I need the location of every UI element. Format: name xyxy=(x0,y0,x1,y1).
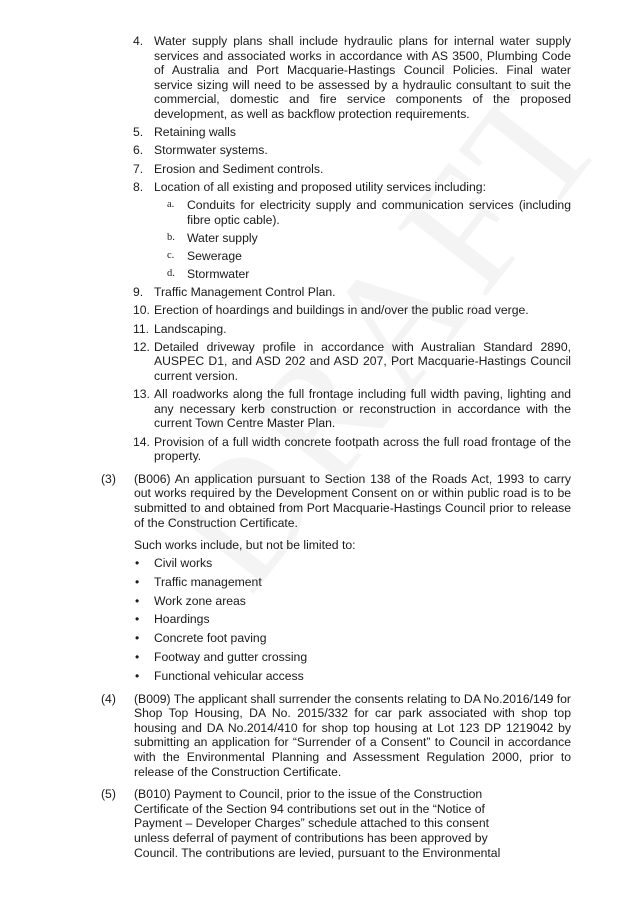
sub-list-item xyxy=(0,231,625,246)
item-number: 12. xyxy=(133,339,150,354)
item-text: Erosion and Sediment controls. xyxy=(154,161,324,176)
item-text: Traffic Management Control Plan. xyxy=(154,285,336,300)
list-item xyxy=(0,162,625,177)
condition-number: (5) xyxy=(101,787,116,802)
condition-text xyxy=(134,787,571,860)
works-intro: Such works include, but not be limited to: xyxy=(134,538,356,553)
condition-4 xyxy=(0,692,625,780)
sub-item-letter: c. xyxy=(167,249,175,261)
item-number: 5. xyxy=(133,125,144,140)
condition-line: (B010) Payment to Council, prior to the issue of the Construction xyxy=(134,787,483,802)
bullet-item xyxy=(0,612,625,627)
condition-line: unless deferral of payment of contributions has been approved by xyxy=(134,831,488,845)
item-number: 4. xyxy=(133,34,144,48)
bullet-icon: • xyxy=(135,593,140,608)
sub-list-item xyxy=(0,249,625,264)
bullet-text: Hoardings xyxy=(154,612,210,627)
list-item xyxy=(0,387,625,431)
sub-list-item xyxy=(0,198,625,227)
works-list xyxy=(0,556,625,684)
condition-line: Certificate of the Section 94 contributions set out in the “Notice of xyxy=(134,801,485,816)
list-item xyxy=(0,143,625,158)
sub-list-item xyxy=(0,267,625,282)
sub-list xyxy=(0,198,625,282)
bullet-text: Footway and gutter crossing xyxy=(154,650,308,665)
bullet-icon: • xyxy=(135,650,140,665)
condition-5 xyxy=(0,787,625,860)
item-number: 6. xyxy=(133,143,144,158)
bullet-text: Concrete foot paving xyxy=(154,631,267,646)
sub-item-text: Stormwater xyxy=(187,267,250,282)
list-item xyxy=(0,322,625,337)
item-text: Landscaping. xyxy=(154,321,227,336)
item-number: 8. xyxy=(133,179,144,194)
item-text: Water supply plans shall include hydraulic plans for internal water supply services and associated works in accordance with AS 3500, Plumbing Code of Australia and Port Macquarie-Hastings Council Policies. Final water service sizing will need to be assessed by a hydraulic consultant to suit the commercial, domestic and fire service components of the proposed development, as well as backflow protection requirements. xyxy=(154,34,571,121)
bullet-item xyxy=(0,575,625,590)
sub-item-letter: a. xyxy=(167,198,175,210)
bullet-icon: • xyxy=(135,555,140,570)
list-item xyxy=(0,285,625,300)
bullet-icon: • xyxy=(135,574,140,589)
list-item xyxy=(0,34,625,122)
sub-item-letter: b. xyxy=(167,231,175,243)
item-number: 9. xyxy=(133,285,144,300)
numbered-list xyxy=(0,34,625,194)
numbered-list-continued xyxy=(0,285,625,464)
bullet-icon: • xyxy=(135,631,140,646)
bullet-icon: • xyxy=(135,612,140,627)
sub-item-text: Sewerage xyxy=(187,248,242,263)
bullet-item xyxy=(0,650,625,665)
item-number: 7. xyxy=(133,161,144,176)
item-text: All roadworks along the full frontage including full width paving, lighting and any necessary kerb construction or reconstruction in accordance with the current Town Centre Master Plan. xyxy=(154,387,571,431)
list-item xyxy=(0,340,625,384)
list-item xyxy=(0,180,625,195)
item-text: Location of all existing and proposed utility services including: xyxy=(154,179,486,194)
condition-line: Council. The contributions are levied, pursuant to the Environmental xyxy=(134,845,501,860)
condition-number: (3) xyxy=(101,471,116,486)
sub-item-letter: d. xyxy=(167,268,175,280)
condition-line: Payment – Developer Charges” schedule attached to this consent xyxy=(134,816,489,831)
item-number: 14. xyxy=(133,434,150,449)
bullet-icon: • xyxy=(135,669,140,684)
sub-item-text: Water supply xyxy=(187,230,258,245)
item-text: Stormwater systems. xyxy=(154,143,268,158)
item-text: Erection of hoardings and buildings in and/over the public road verge. xyxy=(154,303,529,318)
condition-number: (4) xyxy=(101,691,116,706)
bullet-item xyxy=(0,669,625,684)
bullet-text: Work zone areas xyxy=(154,593,246,608)
bullet-item xyxy=(0,631,625,646)
condition-text: (B009) The applicant shall surrender the consents relating to DA No.2016/149 for Shop Top Housing, DA No. 2015/332 for car park associated with shop top housing and DA No.2014/410 for shop top housing at Lot 123 DP 1219042 by submitting an application for “Surrender of a Consent” to Council in accordance with the Environmental Planning and Assessment Regulation 2000, prior to release of the Construction Certificate. xyxy=(134,691,571,779)
bullet-item xyxy=(0,594,625,609)
item-number: 10. xyxy=(133,303,150,318)
item-text: Provision of a full width concrete footpath across the full road frontage of the property. xyxy=(154,434,571,464)
item-number: 11. xyxy=(133,321,150,336)
list-item xyxy=(0,435,625,464)
document-body xyxy=(0,34,625,860)
item-text: Retaining walls xyxy=(154,125,236,140)
item-number: 13. xyxy=(133,387,150,402)
item-text: Detailed driveway profile in accordance with Australian Standard 2890, AUSPEC D1, and ASD 202 and ASD 207, Port Macquarie-Hastings Council current version. xyxy=(154,339,571,383)
condition-3 xyxy=(0,472,625,530)
bullet-text: Functional vehicular access xyxy=(154,669,304,684)
bullet-text: Civil works xyxy=(154,555,213,570)
bullet-item xyxy=(0,556,625,571)
list-item xyxy=(0,303,625,318)
bullet-text: Traffic management xyxy=(154,574,262,589)
list-item xyxy=(0,125,625,140)
condition-text: (B006) An application pursuant to Section 138 of the Roads Act, 1993 to carry out works required by the Development Consent on or within public road is to be submitted to and obtained from Port Macquarie-Hastings Council prior to release of the Construction Certificate. xyxy=(134,471,571,530)
sub-item-text: Conduits for electricity supply and communication services (including fibre optic cable). xyxy=(187,197,571,227)
